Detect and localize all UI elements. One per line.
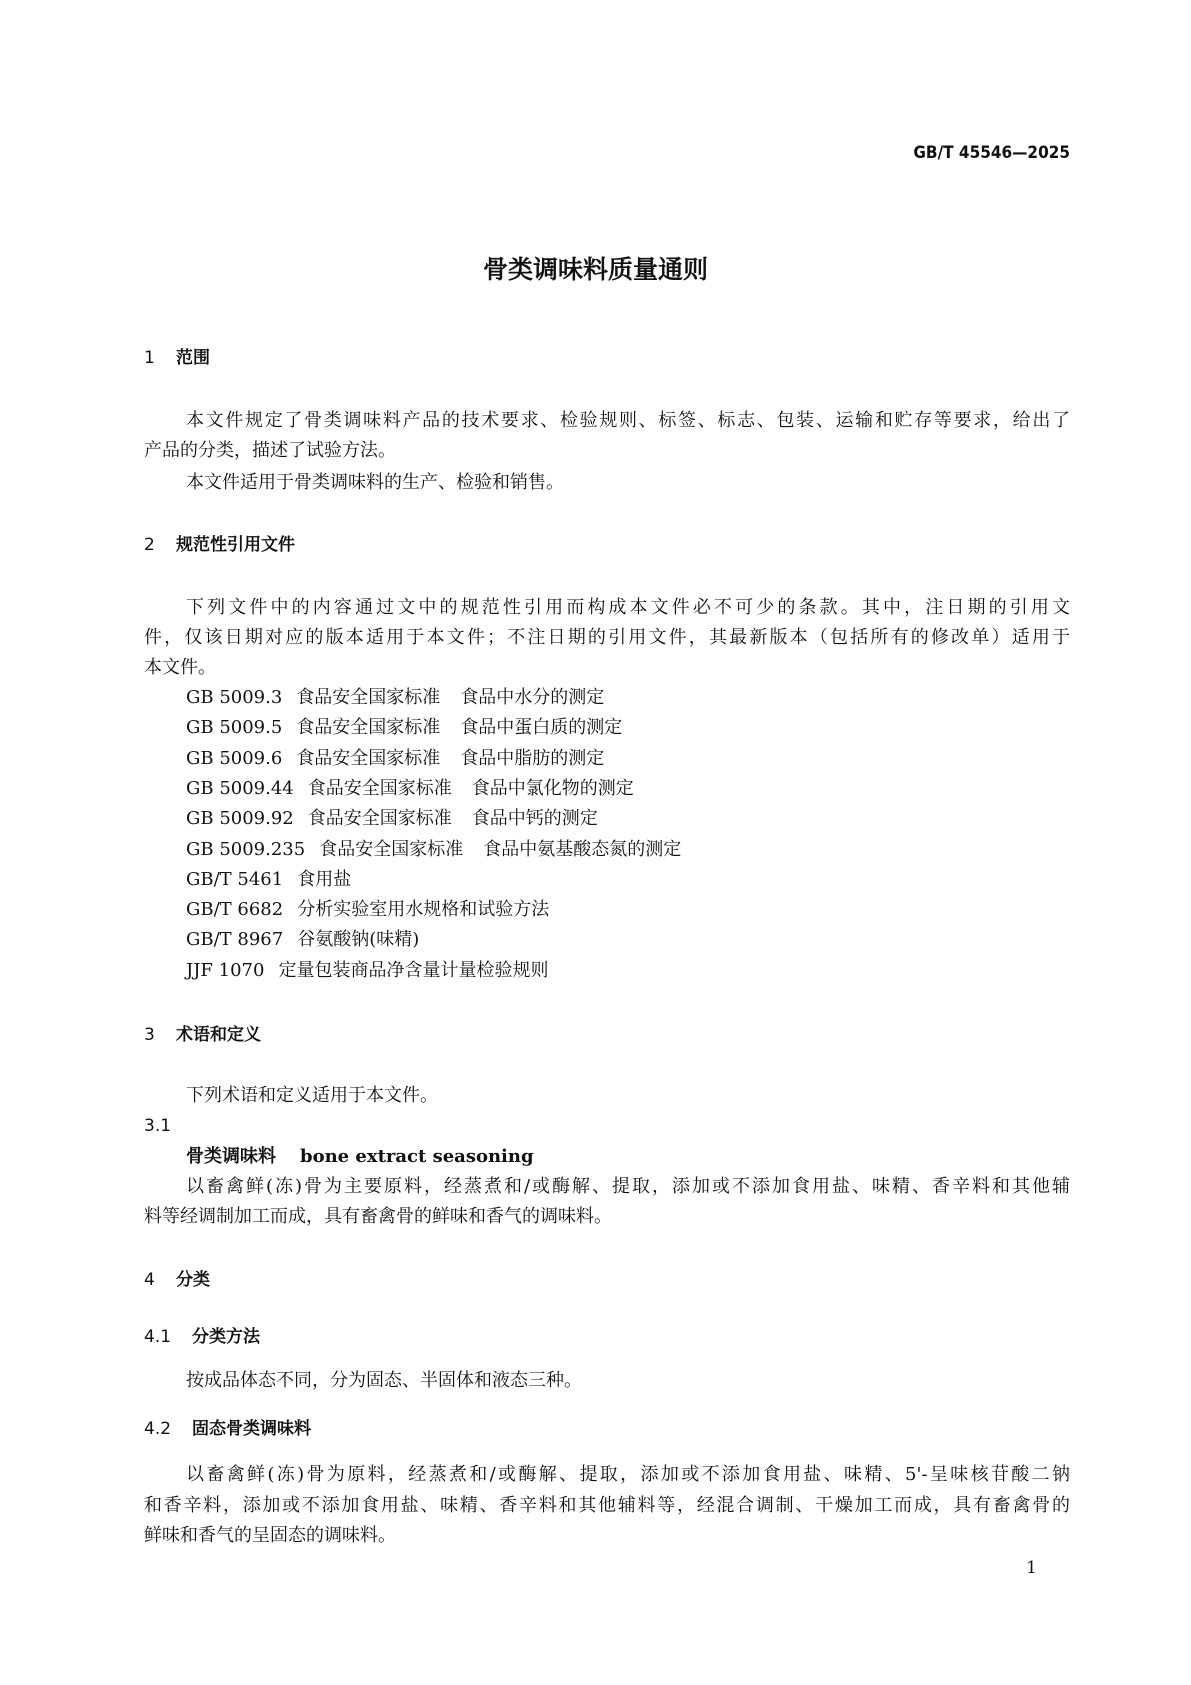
reference-subtitle: 食品中氯化物的测定 [471, 777, 634, 799]
reference-item [186, 960, 568, 982]
page-number: 1 [1026, 1558, 1037, 1578]
section-number: 1 [144, 348, 155, 368]
reference-title: 分析实验室用水规格和试验方法 [297, 899, 550, 921]
section-title: 术语和定义 [176, 1025, 261, 1045]
paragraph-line: 本文件适用于骨类调味料的生产、检验和销售。 [186, 472, 564, 493]
section-title: 分类 [176, 1270, 210, 1290]
section-number: 3 [144, 1025, 155, 1045]
section-title: 范围 [176, 348, 210, 368]
section-heading-1 [144, 347, 210, 369]
reference-item [186, 778, 634, 800]
reference-subtitle: 食品中脂肪的测定 [460, 747, 605, 769]
page-title: 骨类调味料质量通则 [482, 255, 708, 284]
reference-title: 谷氨酸钠(味精) [297, 929, 420, 951]
reference-title: 食品安全国家标准 [307, 777, 452, 799]
reference-code: GB/T 8967 [186, 929, 284, 951]
reference-item [186, 929, 439, 951]
reference-title: 定量包装商品净含量计量检验规则 [278, 959, 549, 981]
reference-code: GB 5009.92 [186, 808, 294, 830]
reference-item [186, 687, 604, 709]
reference-code: GB 5009.6 [186, 747, 283, 769]
term-zh: 骨类调味料 [186, 1146, 276, 1167]
section-number: 4.2 [144, 1419, 172, 1439]
section-title: 规范性引用文件 [176, 535, 295, 555]
paragraph-line: 下列术语和定义适用于本文件。 [186, 1085, 438, 1106]
paragraph-line: 按成品体态不同，分为固态、半固体和液态三种。 [186, 1370, 582, 1391]
reference-subtitle: 食品中钙的测定 [471, 808, 598, 830]
reference-title: 食品安全国家标准 [296, 747, 441, 769]
section-number: 2 [144, 535, 155, 555]
reference-item [186, 748, 604, 770]
reference-subtitle: 食品中氨基酸态氮的测定 [483, 838, 682, 860]
paragraph-line: 下列文件中的内容通过文中的规范性引用而构成本文件必不可少的条款。其中，注日期的引用文 [186, 597, 1070, 618]
reference-title: 食用盐 [297, 868, 352, 890]
reference-code: GB 5009.5 [186, 717, 283, 739]
term-number: 3.1 [144, 1116, 172, 1136]
reference-code: GB 5009.235 [186, 838, 306, 860]
reference-item [186, 839, 681, 861]
subsection-heading-4-2 [144, 1418, 311, 1440]
section-heading-2 [144, 534, 295, 556]
reference-item [186, 899, 569, 921]
section-title: 固态骨类调味料 [192, 1419, 311, 1439]
paragraph-line: 本文件。 [144, 657, 216, 678]
section-number: 4.1 [144, 1327, 172, 1347]
term-entry [186, 1146, 534, 1168]
reference-item [186, 717, 622, 739]
paragraph-line: 以畜禽鲜(冻)骨为原料，经蒸煮和/或酶解、提取，添加或不添加食用盐、味精、5'-呈味核苷酸二钠 [186, 1464, 1070, 1485]
reference-title: 食品安全国家标准 [296, 687, 441, 708]
document-number: GB/T 45546—2025 [913, 143, 1070, 163]
paragraph-line: 料等经调制加工而成，具有畜禽骨的鲜味和香气的调味料。 [144, 1206, 612, 1227]
section-heading-3 [144, 1024, 261, 1046]
paragraph-line: 和香辛料，添加或不添加食用盐、味精、香辛料和其他辅料等，经混合调制、干燥加工而成，具有畜禽骨的 [144, 1495, 1070, 1516]
reference-item [186, 869, 371, 891]
reference-code: JJF 1070 [186, 959, 265, 981]
reference-subtitle: 食品中水分的测定 [460, 687, 605, 708]
reference-title: 食品安全国家标准 [296, 717, 441, 739]
paragraph-line: 鲜味和香气的呈固态的调味料。 [144, 1525, 396, 1546]
paragraph-line: 本文件规定了骨类调味料产品的技术要求、检验规则、标签、标志、包装、运输和贮存等要求，给出了 [186, 410, 1070, 431]
reference-code: GB/T 5461 [186, 868, 284, 890]
reference-title: 食品安全国家标准 [319, 838, 464, 860]
reference-item [186, 808, 598, 830]
term-en: bone extract seasoning [300, 1146, 534, 1167]
paragraph-line: 件，仅该日期对应的版本适用于本文件；不注日期的引用文件，其最新版本（包括所有的修改单）适用于 [144, 627, 1070, 648]
section-title: 分类方法 [192, 1327, 260, 1347]
subsection-heading-4-1 [144, 1326, 260, 1348]
reference-code: GB 5009.44 [186, 777, 294, 799]
reference-subtitle: 食品中蛋白质的测定 [460, 717, 623, 739]
reference-code: GB/T 6682 [186, 899, 284, 921]
section-number: 4 [144, 1270, 155, 1290]
section-heading-4 [144, 1269, 210, 1291]
reference-title: 食品安全国家标准 [307, 808, 452, 830]
paragraph-line: 产品的分类，描述了试验方法。 [144, 440, 396, 461]
reference-code: GB 5009.3 [186, 687, 283, 708]
paragraph-line: 以畜禽鲜(冻)骨为主要原料，经蒸煮和/或酶解、提取，添加或不添加食用盐、味精、香辛料和其他辅 [186, 1176, 1070, 1197]
